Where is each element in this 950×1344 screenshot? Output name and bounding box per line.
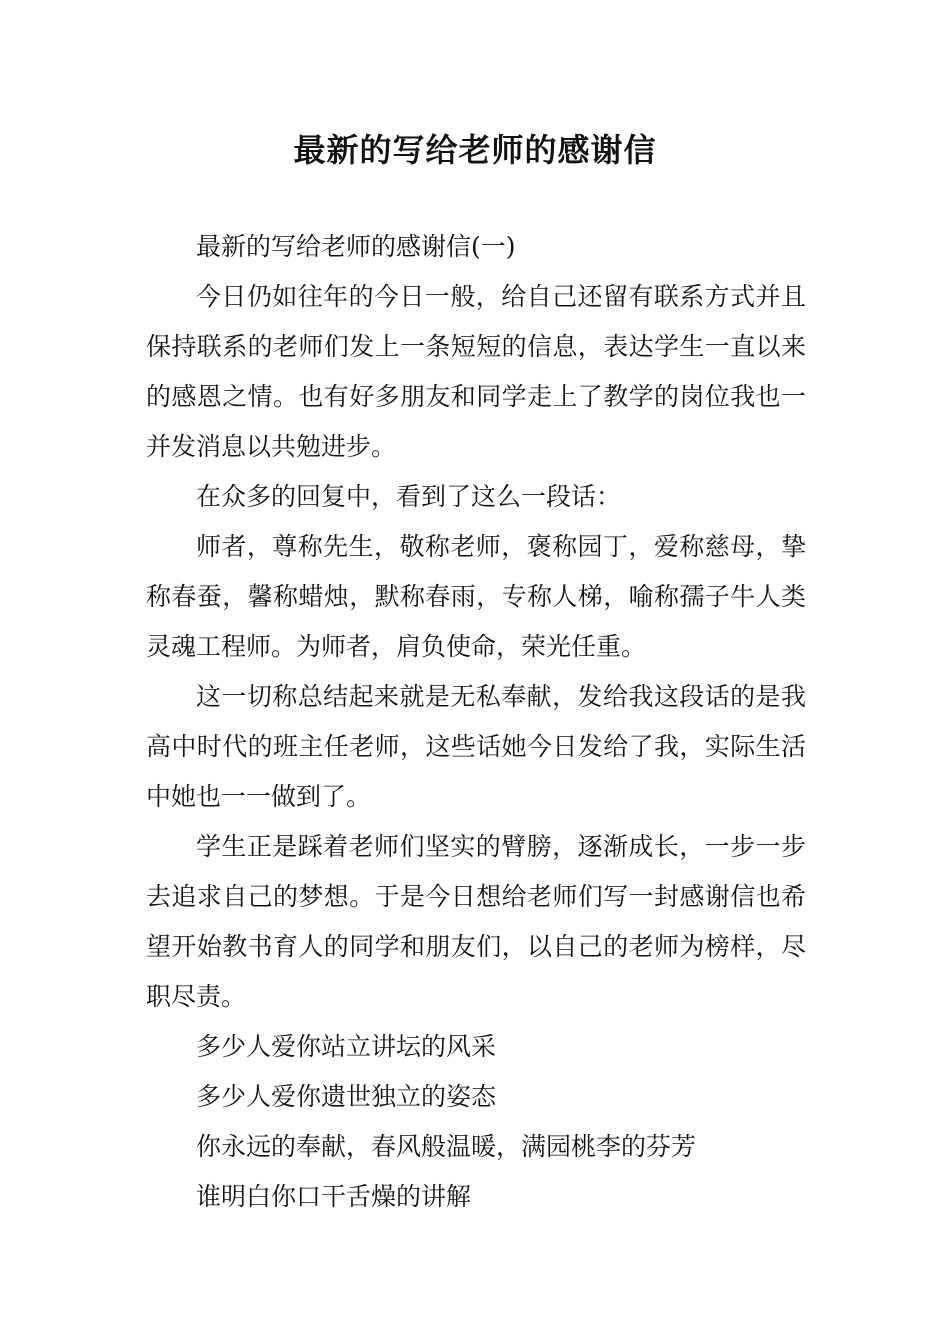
poem-line: 你永远的奉献，春风般温暖，满园桃李的芬芳 [196, 1132, 697, 1161]
paragraph-selfless-dedication: 这一切称总结起来就是无私奉献，发给我这段话的是我高中时代的班主任老师，这些话她今日发给了我，实际生活中她也一一做到了。 [146, 682, 806, 811]
poem-line: 多少人爱你遗世独立的姿态 [196, 1082, 497, 1111]
poem-line: 谁明白你口干舌燥的讲解 [196, 1182, 472, 1211]
document-title: 最新的写给老师的感谢信 [293, 131, 657, 169]
paragraph-subtitle: 最新的写给老师的感谢信(一) [196, 232, 516, 261]
paragraph-thanks: 学生正是踩着老师们坚实的臂膀，逐渐成长，一步一步去追求自己的梦想。于是今日想给老师们写一封感谢信也希望开始教书育人的同学和朋友们，以自己的老师为榜样，尽职尽责。 [146, 832, 806, 1011]
paragraph-teacher-titles: 师者，尊称先生，敬称老师，褒称园丁，爱称慈母，挚称春蚕，馨称蜡烛，默称春雨，专称人梯，喻称孺子牛人类灵魂工程师。为师者，肩负使命，荣光任重。 [146, 532, 806, 661]
document-body [146, 222, 806, 1222]
paragraph-reply-lead: 在众多的回复中，看到了这么一段话： [196, 482, 622, 511]
poem-line: 多少人爱你站立讲坛的风采 [196, 1032, 497, 1061]
paragraph-intro: 今日仍如往年的今日一般，给自己还留有联系方式并且保持联系的老师们发上一条短短的信息，表达学生一直以来的感恩之情。也有好多朋友和同学走上了教学的岗位我也一并发消息以共勉进步。 [146, 282, 806, 461]
